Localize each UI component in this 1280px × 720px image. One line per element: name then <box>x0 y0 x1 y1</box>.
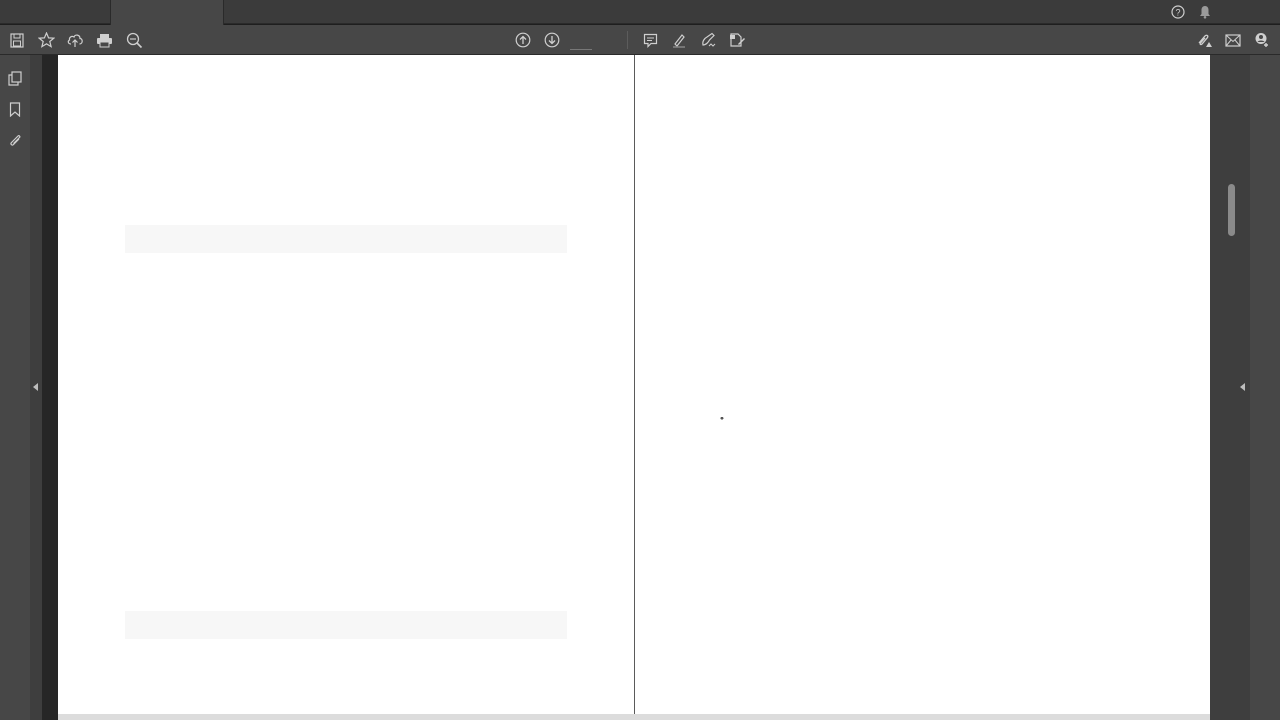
save-icon[interactable] <box>8 31 26 49</box>
share-link-icon[interactable] <box>1194 30 1214 50</box>
zoom-search-icon[interactable] <box>124 30 144 50</box>
help-icon[interactable] <box>1170 4 1186 20</box>
expand-left-panel-icon[interactable] <box>33 383 38 391</box>
page-thumbnails-icon[interactable] <box>6 69 24 87</box>
bookmark-star-icon[interactable] <box>36 30 56 50</box>
vertical-scrollbar-thumb[interactable] <box>1228 184 1235 236</box>
code-block-blue-points <box>125 611 567 639</box>
tools-pane-rail <box>1250 55 1280 720</box>
svg-text:?: ? <box>1175 7 1181 18</box>
expand-right-panel-icon[interactable] <box>1240 383 1245 391</box>
scatter-plot-blue-points <box>705 55 1105 240</box>
code-block-color-class <box>125 225 567 253</box>
add-user-icon[interactable] <box>1252 30 1272 50</box>
left-navigation-rail <box>0 55 30 720</box>
upload-cloud-icon[interactable] <box>65 30 85 50</box>
document-tab[interactable] <box>110 0 224 25</box>
draw-sign-icon[interactable] <box>698 30 718 50</box>
attachments-icon[interactable] <box>6 131 24 149</box>
next-page-edge <box>58 714 1210 720</box>
print-icon[interactable] <box>94 30 114 50</box>
main-toolbar <box>0 25 1280 55</box>
page-down-icon[interactable] <box>542 30 562 50</box>
highlight-pen-icon[interactable] <box>669 30 689 50</box>
bookmarks-icon[interactable] <box>6 100 24 118</box>
edit-document-icon[interactable] <box>727 30 747 50</box>
pdf-page-right <box>635 55 1210 714</box>
scatter-plot-colored-by-class <box>128 255 568 455</box>
notification-bell-icon[interactable] <box>1197 4 1213 20</box>
pdf-page-left <box>58 55 634 714</box>
toolbar-divider <box>627 31 628 49</box>
comment-icon[interactable] <box>640 30 660 50</box>
email-icon[interactable] <box>1223 30 1243 50</box>
page-up-icon[interactable] <box>513 30 533 50</box>
current-page-input[interactable] <box>570 30 592 50</box>
app-menu-bar <box>0 0 1280 24</box>
